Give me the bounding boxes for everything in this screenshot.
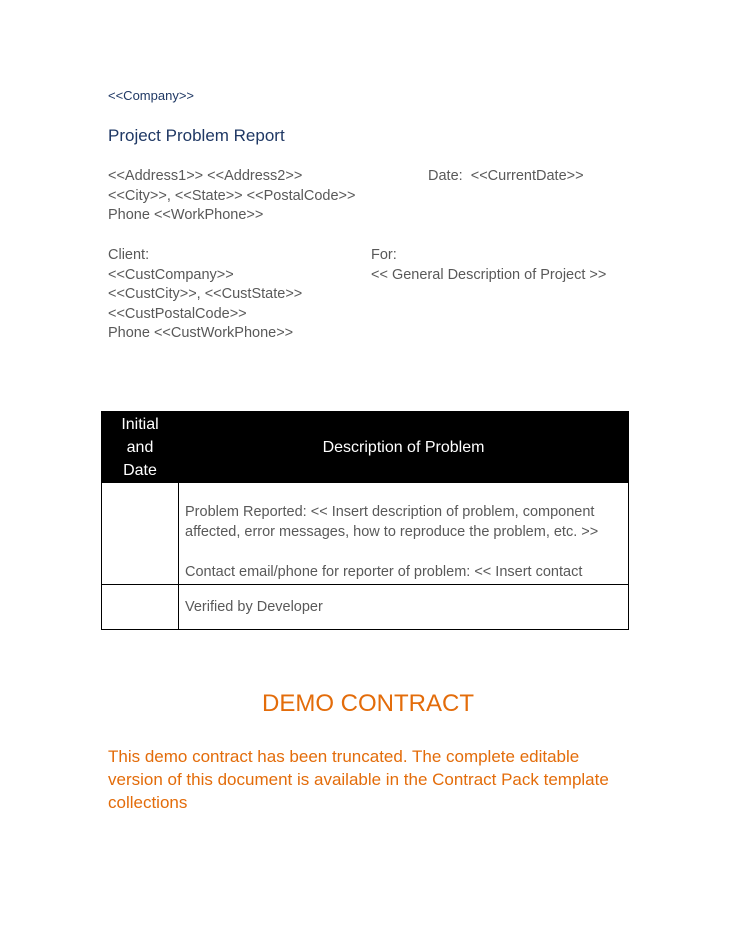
header-and-line: and [126,438,154,456]
contact-text: Contact email/phone for reporter of problem: << Insert contact [185,564,583,580]
initial-cell [102,483,179,585]
date-label: Date: [428,168,463,184]
document-title: Project Problem Report [108,126,285,145]
client-city-state: <<CustCity>>, <<CustState>> [108,286,303,303]
demo-contract-notice: This demo contract has been truncated. The complete editable version of this document is available in the Contract Pack template collections [108,747,609,812]
demo-contract-title: DEMO CONTRACT [262,690,474,717]
verified-cell [179,585,629,630]
verified-text: Verified by Developer [185,599,323,615]
problem-table [101,411,629,630]
header-date-line: Date [123,461,157,479]
company-placeholder: <<Company>> [108,88,195,103]
address-line-2: <<City>>, <<State>> <<PostalCode>> [108,187,356,204]
date-value: <<CurrentDate>> [470,168,584,184]
address-line-1: <<Address1>> <<Address2>> [108,168,303,184]
initial-cell [102,585,179,630]
for-block [371,246,606,285]
client-company: <<CustCompany>> [108,266,234,283]
table-row [102,585,629,630]
table-row [102,483,629,585]
problem-reported-text: Problem Reported: << Insert description of problem, component affected, error messages, how to reproduce the problem, etc. >> [185,504,599,540]
header-initial-line: Initial [121,415,159,433]
header-description-of-problem: Description of Problem [179,412,629,483]
table-header-row [102,412,629,483]
sender-address [108,167,356,226]
address-phone: Phone <<WorkPhone>> [108,207,264,224]
client-label: Client: [108,247,150,263]
for-label: For: [371,247,397,263]
project-description: << General Description of Project >> [371,266,607,283]
client-phone: Phone <<CustWorkPhone>> [108,325,294,342]
client-postal-code: <<CustPostalCode>> [108,305,247,322]
description-cell [179,483,629,585]
header-initial-and-date [102,412,179,483]
date-field [428,167,584,187]
client-block [108,246,302,344]
